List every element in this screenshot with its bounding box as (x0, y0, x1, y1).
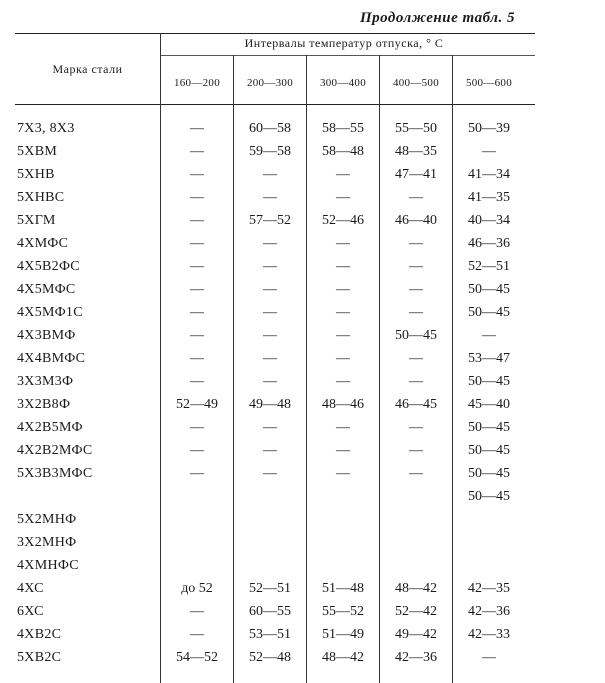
hardness-cell: — (190, 351, 204, 366)
hardness-cell: 51—49 (322, 627, 364, 642)
hardness-cell: — (409, 420, 423, 435)
table-caption: Продолжение табл. 5 (359, 10, 515, 26)
hardness-cell: — (263, 305, 277, 320)
steel-grade-cell: 4Х5МФС (17, 282, 76, 297)
table-row (15, 255, 535, 278)
hardness-cell: — (336, 282, 350, 297)
hardness-cell: — (336, 167, 350, 182)
hardness-cell: — (190, 167, 204, 182)
header-bottom-rule (15, 104, 535, 105)
hardness-cell: — (263, 351, 277, 366)
table-row (15, 623, 535, 646)
table-row (15, 439, 535, 462)
table-row (15, 278, 535, 301)
hardness-cell: 55—50 (395, 121, 437, 136)
column-header: 400—500 (392, 77, 440, 89)
hardness-cell: 58—55 (322, 121, 364, 136)
table-row (15, 416, 535, 439)
table-row (15, 232, 535, 255)
hardness-cell: 50—45 (468, 282, 510, 297)
hardness-cell: — (409, 466, 423, 481)
hardness-cell: — (190, 466, 204, 481)
table-row (15, 370, 535, 393)
hardness-cell: 47—41 (395, 167, 437, 182)
hardness-cell: 50—39 (468, 121, 510, 136)
table-row (15, 485, 535, 508)
column-header: 300—400 (319, 77, 367, 89)
steel-grade-cell: 3Х2МНФ (17, 535, 77, 550)
hardness-cell: — (409, 305, 423, 320)
steel-grade-cell: 4Х5МФ1С (17, 305, 83, 320)
hardness-cell: — (263, 466, 277, 481)
steel-grade-cell: 4ХМФС (17, 236, 69, 251)
hardness-cell: 48—42 (395, 581, 437, 596)
hardness-cell: 40—34 (468, 213, 510, 228)
hardness-cell: — (336, 190, 350, 205)
hardness-cell: 48—35 (395, 144, 437, 159)
steel-grade-cell: 5ХГМ (17, 213, 56, 228)
steel-grade-cell: 3Х2В8Ф (17, 397, 71, 412)
hardness-cell: — (336, 259, 350, 274)
hardness-cell: — (409, 282, 423, 297)
hardness-cell: 50—45 (468, 489, 510, 504)
hardness-cell: — (263, 443, 277, 458)
hardness-cell: — (263, 167, 277, 182)
hardness-cell: — (190, 213, 204, 228)
hardness-cell: 55—52 (322, 604, 364, 619)
hardness-cell: 54—52 (176, 650, 218, 665)
hardness-cell: — (190, 374, 204, 389)
top-rule (15, 33, 535, 34)
table-row (15, 508, 535, 531)
hardness-cell: 46—36 (468, 236, 510, 251)
hardness-cell: — (482, 328, 496, 343)
hardness-cell: — (336, 443, 350, 458)
steel-grade-cell: 4Х2В5МФ (17, 420, 83, 435)
table-row (15, 646, 535, 669)
hardness-cell: 60—58 (249, 121, 291, 136)
hardness-cell: — (336, 236, 350, 251)
table-row (15, 554, 535, 577)
hardness-cell: 53—51 (249, 627, 291, 642)
table-row (15, 531, 535, 554)
hardness-cell: 50—45 (395, 328, 437, 343)
hardness-cell: — (190, 604, 204, 619)
steel-grade-cell: 4ХС (17, 581, 44, 596)
table-row (15, 347, 535, 370)
table-row (15, 393, 535, 416)
hardness-cell: 58—48 (322, 144, 364, 159)
table-row (15, 577, 535, 600)
table-row (15, 462, 535, 485)
hardness-cell: 42—33 (468, 627, 510, 642)
hardness-cell: 50—45 (468, 305, 510, 320)
hardness-cell: — (336, 374, 350, 389)
hardness-cell: — (190, 627, 204, 642)
hardness-cell: 42—36 (468, 604, 510, 619)
table-row (15, 186, 535, 209)
hardness-cell: — (409, 443, 423, 458)
table-row (15, 117, 535, 140)
hardness-cell: 49—42 (395, 627, 437, 642)
hardness-cell: — (263, 328, 277, 343)
hardness-cell: 51—48 (322, 581, 364, 596)
hardness-cell: — (263, 236, 277, 251)
hardness-cell: — (263, 259, 277, 274)
hardness-cell: — (190, 121, 204, 136)
steel-grade-cell: 4Х5В2ФС (17, 259, 80, 274)
hardness-cell: — (190, 190, 204, 205)
hardness-cell: — (190, 328, 204, 343)
hardness-cell: 52—49 (176, 397, 218, 412)
steel-grade-cell: 5ХВ2С (17, 650, 62, 665)
column-header: 160—200 (173, 77, 221, 89)
hardness-cell: 52—51 (249, 581, 291, 596)
steel-grade-cell: 5ХНВС (17, 190, 65, 205)
hardness-cell: — (336, 328, 350, 343)
hardness-cell: — (336, 420, 350, 435)
hardness-cell: 46—40 (395, 213, 437, 228)
hardness-cell: — (190, 282, 204, 297)
hardness-cell: 41—34 (468, 167, 510, 182)
table-row (15, 324, 535, 347)
hardness-cell: — (336, 351, 350, 366)
hardness-cell: — (263, 420, 277, 435)
hardness-cell: 42—36 (395, 650, 437, 665)
steel-grade-cell: 4Х3ВМФ (17, 328, 76, 343)
steel-grade-header: Марка стали (52, 62, 123, 76)
hardness-cell: 50—45 (468, 466, 510, 481)
column-header: 200—300 (246, 77, 294, 89)
hardness-cell: — (409, 236, 423, 251)
table-row (15, 163, 535, 186)
steel-grade-cell: 4ХМНФС (17, 558, 79, 573)
hardness-cell: — (482, 144, 496, 159)
table-row (15, 209, 535, 232)
steel-grade-cell: 4ХВ2С (17, 627, 62, 642)
hardness-cell: — (190, 305, 204, 320)
hardness-cell: — (190, 144, 204, 159)
hardness-cell: — (482, 650, 496, 665)
subheader-rule (160, 55, 535, 56)
hardness-cell: — (409, 374, 423, 389)
column-header: 500—600 (465, 77, 513, 89)
table-row (15, 140, 535, 163)
steel-grade-cell: 5ХНВ (17, 167, 55, 182)
hardness-cell: — (409, 190, 423, 205)
hardness-cell: — (190, 443, 204, 458)
hardness-cell: 52—42 (395, 604, 437, 619)
hardness-cell: 46—45 (395, 397, 437, 412)
steel-grade-cell: 5Х2МНФ (17, 512, 77, 527)
steel-grade-cell: 5ХВМ (17, 144, 58, 159)
steel-grade-cell: 4Х4ВМФС (17, 351, 86, 366)
hardness-cell: 41—35 (468, 190, 510, 205)
steel-grade-cell: 5Х3В3МФС (17, 466, 93, 481)
hardness-cell: 60—55 (249, 604, 291, 619)
hardness-cell: — (190, 259, 204, 274)
hardness-cell: 42—35 (468, 581, 510, 596)
hardness-cell: 48—42 (322, 650, 364, 665)
hardness-cell: 50—45 (468, 443, 510, 458)
steel-grade-cell: 6ХС (17, 604, 44, 619)
temperature-interval-header: Интервалы температур отпуска, ° С (244, 36, 444, 50)
table-row (15, 600, 535, 623)
steel-grade-cell: 7Х3, 8Х3 (17, 121, 75, 136)
hardness-cell: — (409, 259, 423, 274)
hardness-cell: 59—58 (249, 144, 291, 159)
hardness-cell: — (409, 351, 423, 366)
hardness-cell: 52—46 (322, 213, 364, 228)
hardness-cell: — (190, 236, 204, 251)
hardness-cell: 45—40 (468, 397, 510, 412)
table-row (15, 301, 535, 324)
hardness-cell: 49—48 (249, 397, 291, 412)
hardness-cell: 52—48 (249, 650, 291, 665)
hardness-cell: — (336, 466, 350, 481)
hardness-cell: — (263, 190, 277, 205)
hardness-cell: — (263, 374, 277, 389)
hardness-cell: 57—52 (249, 213, 291, 228)
hardness-cell: 53—47 (468, 351, 510, 366)
hardness-cell: 52—51 (468, 259, 510, 274)
hardness-cell: 48—46 (322, 397, 364, 412)
hardness-cell: до 52 (181, 581, 213, 596)
steel-grade-cell: 4Х2В2МФС (17, 443, 93, 458)
hardness-cell: — (190, 420, 204, 435)
hardness-cell: — (336, 305, 350, 320)
hardness-cell: 50—45 (468, 420, 510, 435)
steel-grade-cell: 3Х3М3Ф (17, 374, 74, 389)
hardness-cell: 50—45 (468, 374, 510, 389)
hardness-cell: — (263, 282, 277, 297)
